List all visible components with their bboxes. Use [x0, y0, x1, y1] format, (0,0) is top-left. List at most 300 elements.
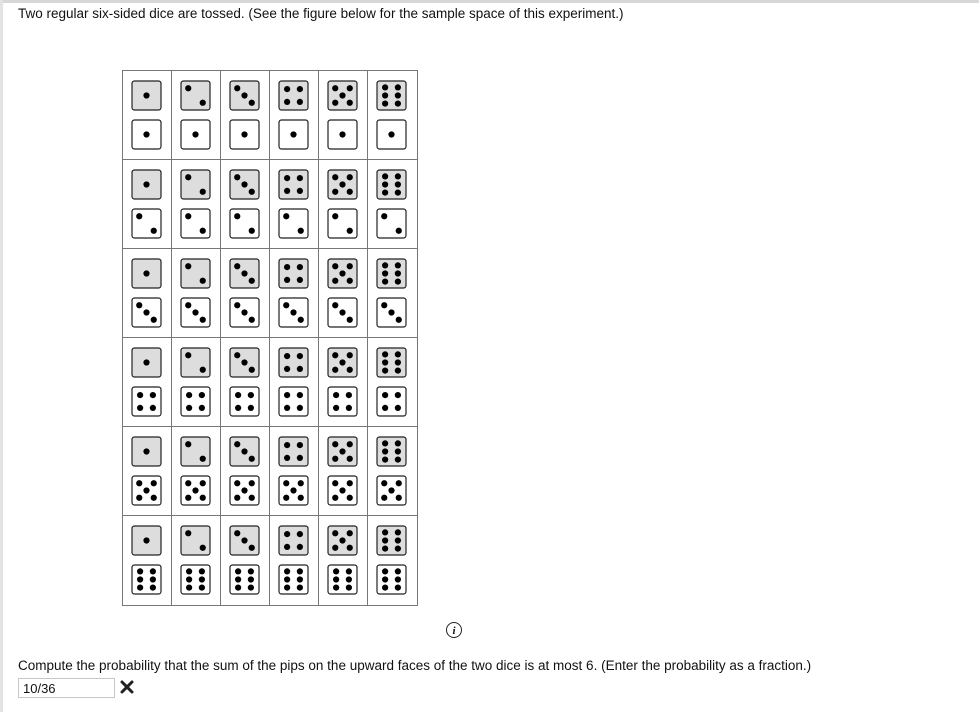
pip [249, 456, 255, 462]
pip [332, 213, 338, 219]
pip [382, 279, 388, 285]
pip [151, 495, 157, 501]
pip [234, 302, 240, 308]
pip [185, 495, 191, 501]
pip [339, 92, 345, 98]
pip [143, 131, 149, 137]
pip [332, 545, 338, 551]
pip [234, 85, 240, 91]
pip [143, 487, 149, 493]
outcome-cell [123, 249, 172, 338]
second-die-face [327, 564, 358, 595]
pip [395, 84, 401, 90]
pip [395, 585, 401, 591]
pip [136, 213, 142, 219]
pip [284, 99, 290, 105]
second-die-face [131, 119, 162, 150]
pip [388, 487, 394, 493]
pip [333, 576, 339, 582]
pip [136, 480, 142, 486]
first-die-face [229, 436, 260, 467]
pip [192, 131, 198, 137]
first-die-face [278, 80, 309, 111]
pip [298, 228, 304, 234]
pip [339, 537, 345, 543]
first-die-face [327, 80, 358, 111]
pip [382, 351, 388, 357]
pip [284, 277, 290, 283]
pip [347, 456, 353, 462]
pip [136, 302, 142, 308]
first-die-face [131, 436, 162, 467]
first-die-face [278, 525, 309, 556]
pip [241, 309, 247, 315]
pip [333, 392, 339, 398]
first-die-face [229, 347, 260, 378]
pip [297, 544, 303, 550]
second-die-face [180, 208, 211, 239]
pip [333, 405, 339, 411]
second-die-face [131, 208, 162, 239]
second-die-face [180, 386, 211, 417]
pip [186, 405, 192, 411]
first-die-face [376, 436, 407, 467]
pip [382, 181, 388, 187]
pip [395, 181, 401, 187]
pip [297, 264, 303, 270]
outcome-cell [368, 249, 417, 338]
pip [241, 537, 247, 543]
outcome-cell [319, 338, 368, 427]
pip [395, 101, 401, 107]
pip [235, 585, 241, 591]
second-die-face [229, 386, 260, 417]
pip [241, 448, 247, 454]
second-die-face [376, 475, 407, 506]
pip [346, 576, 352, 582]
second-die-face [278, 297, 309, 328]
pip [395, 576, 401, 582]
pip [347, 352, 353, 358]
outcome-cell [270, 427, 319, 516]
second-die-face [376, 564, 407, 595]
first-die-face [131, 525, 162, 556]
pip [382, 529, 388, 535]
pip [333, 568, 339, 574]
pip [298, 480, 304, 486]
pip [347, 317, 353, 323]
pip [395, 546, 401, 552]
pip [395, 529, 401, 535]
pip [185, 263, 191, 269]
pip [347, 441, 353, 447]
pip [235, 576, 241, 582]
pip [284, 568, 290, 574]
first-die-face [180, 169, 211, 200]
pip [382, 440, 388, 446]
pip [396, 495, 402, 501]
pip [284, 405, 290, 411]
first-die-face [376, 169, 407, 200]
pip [284, 455, 290, 461]
second-die-face [278, 386, 309, 417]
outcome-cell [270, 249, 319, 338]
pip [395, 92, 401, 98]
second-die-face [229, 297, 260, 328]
pip [234, 441, 240, 447]
pip [185, 530, 191, 536]
second-die-face [278, 208, 309, 239]
pip [396, 480, 402, 486]
pip [395, 173, 401, 179]
pip [249, 278, 255, 284]
pip [298, 317, 304, 323]
outcome-cell [123, 338, 172, 427]
pip [143, 181, 149, 187]
pip [382, 368, 388, 374]
pip [395, 457, 401, 463]
outcome-cell [172, 249, 221, 338]
outcome-cell [172, 338, 221, 427]
second-die-face [229, 475, 260, 506]
pip [346, 568, 352, 574]
pip [347, 480, 353, 486]
pip [200, 480, 206, 486]
pip [200, 100, 206, 106]
first-die-face [229, 258, 260, 289]
pip [395, 279, 401, 285]
outcome-cell [270, 160, 319, 249]
outcome-cell [368, 427, 417, 516]
pip [347, 367, 353, 373]
pip [284, 264, 290, 270]
pip [249, 228, 255, 234]
pip [382, 173, 388, 179]
outcome-cell [221, 427, 270, 516]
pip [290, 309, 296, 315]
outcome-cell [368, 516, 417, 605]
pip [395, 568, 401, 574]
second-die-face [180, 564, 211, 595]
pip [150, 392, 156, 398]
second-die-face [278, 564, 309, 595]
pip [249, 367, 255, 373]
pip [249, 480, 255, 486]
pip [297, 175, 303, 181]
pip [297, 568, 303, 574]
outcome-cell [172, 516, 221, 605]
pip [241, 131, 247, 137]
pip [249, 189, 255, 195]
pip [381, 495, 387, 501]
pip [332, 85, 338, 91]
pip [382, 190, 388, 196]
pip [297, 531, 303, 537]
pip [297, 442, 303, 448]
pip [382, 101, 388, 107]
pip [200, 495, 206, 501]
outcome-cell [221, 160, 270, 249]
pip [297, 353, 303, 359]
pip [186, 568, 192, 574]
pip [297, 86, 303, 92]
outcome-cell [172, 71, 221, 160]
pip [347, 278, 353, 284]
first-die-face [376, 258, 407, 289]
pip [249, 100, 255, 106]
pip [382, 537, 388, 543]
pip [185, 302, 191, 308]
pip [234, 530, 240, 536]
pip [332, 495, 338, 501]
pip [297, 576, 303, 582]
pip [381, 302, 387, 308]
first-die-face [180, 347, 211, 378]
pip [234, 480, 240, 486]
second-die-face [376, 386, 407, 417]
pip [137, 405, 143, 411]
second-die-face [229, 208, 260, 239]
pip [151, 228, 157, 234]
pip [234, 213, 240, 219]
pip [332, 367, 338, 373]
first-die-face [327, 436, 358, 467]
pip [235, 568, 241, 574]
pip [382, 448, 388, 454]
second-die-face [131, 386, 162, 417]
first-die-face [131, 347, 162, 378]
pip [200, 367, 206, 373]
pip [297, 99, 303, 105]
pip [332, 352, 338, 358]
pip [283, 495, 289, 501]
pip [284, 188, 290, 194]
pip [241, 270, 247, 276]
outcome-cell [123, 71, 172, 160]
second-die-face [376, 297, 407, 328]
pip [284, 544, 290, 550]
first-die-face [278, 347, 309, 378]
second-die-face [278, 475, 309, 506]
pip [284, 576, 290, 582]
pip [143, 270, 149, 276]
pip [382, 546, 388, 552]
pip [150, 568, 156, 574]
outcome-cell [172, 160, 221, 249]
pip [297, 366, 303, 372]
pip [137, 585, 143, 591]
pip [249, 545, 255, 551]
outcome-cell [319, 427, 368, 516]
pip [297, 405, 303, 411]
pip [382, 84, 388, 90]
pip [284, 353, 290, 359]
second-die-face [180, 475, 211, 506]
pip [382, 576, 388, 582]
pip [248, 405, 254, 411]
pip [185, 352, 191, 358]
pip [388, 309, 394, 315]
pip [346, 392, 352, 398]
pip [395, 190, 401, 196]
pip [382, 585, 388, 591]
pip [151, 480, 157, 486]
pip [200, 278, 206, 284]
first-die-face [131, 169, 162, 200]
pip [249, 495, 255, 501]
pip [332, 456, 338, 462]
outcome-cell [368, 160, 417, 249]
pip [185, 480, 191, 486]
second-die-face [131, 297, 162, 328]
pip [234, 352, 240, 358]
pip [347, 228, 353, 234]
outcome-cell [270, 71, 319, 160]
first-die-face [180, 80, 211, 111]
pip [382, 457, 388, 463]
pip [235, 405, 241, 411]
pip [185, 85, 191, 91]
pip [395, 368, 401, 374]
outcome-cell [270, 516, 319, 605]
pip [332, 441, 338, 447]
pip [186, 392, 192, 398]
pip [396, 317, 402, 323]
pip [347, 263, 353, 269]
pip [200, 228, 206, 234]
pip [200, 545, 206, 551]
pip [284, 442, 290, 448]
pip [137, 568, 143, 574]
first-die-face [376, 80, 407, 111]
pip [382, 262, 388, 268]
first-die-face [131, 80, 162, 111]
outcome-cell [123, 516, 172, 605]
sample-space-grid [122, 70, 418, 606]
pip [241, 487, 247, 493]
pip [200, 189, 206, 195]
pip [241, 181, 247, 187]
pip [347, 545, 353, 551]
pip [395, 359, 401, 365]
pip [248, 392, 254, 398]
pip [283, 213, 289, 219]
outcome-cell [319, 160, 368, 249]
pip [199, 585, 205, 591]
pip [347, 495, 353, 501]
left-border [0, 0, 3, 712]
second-die-face [376, 119, 407, 150]
pip [382, 568, 388, 574]
pip [395, 405, 401, 411]
first-die-face [180, 525, 211, 556]
pip [388, 131, 394, 137]
pip [382, 270, 388, 276]
pip [297, 188, 303, 194]
pip [382, 92, 388, 98]
pip [143, 359, 149, 365]
pip [143, 537, 149, 543]
pip [395, 262, 401, 268]
second-die-face [327, 297, 358, 328]
pip [381, 213, 387, 219]
pip [200, 456, 206, 462]
first-die-face [327, 169, 358, 200]
pip [339, 448, 345, 454]
pip [298, 495, 304, 501]
pip [283, 480, 289, 486]
first-die-face [180, 436, 211, 467]
first-die-face [278, 169, 309, 200]
pip [395, 440, 401, 446]
pip [284, 86, 290, 92]
pip [347, 85, 353, 91]
pip [136, 495, 142, 501]
pip [395, 448, 401, 454]
pip [192, 487, 198, 493]
pip [284, 366, 290, 372]
pip [186, 576, 192, 582]
pip [199, 568, 205, 574]
pip [284, 531, 290, 537]
outcome-cell [123, 160, 172, 249]
info-icon[interactable]: i [446, 622, 462, 638]
pip [235, 392, 241, 398]
first-die-face [180, 258, 211, 289]
pip [339, 359, 345, 365]
pip [143, 92, 149, 98]
pip [248, 585, 254, 591]
pip [395, 351, 401, 357]
pip [297, 392, 303, 398]
second-die-face [278, 119, 309, 150]
pip [332, 174, 338, 180]
pip [332, 278, 338, 284]
pip [382, 392, 388, 398]
pip [150, 576, 156, 582]
pip [150, 405, 156, 411]
pip [284, 392, 290, 398]
pip [185, 174, 191, 180]
pip [382, 359, 388, 365]
top-border [0, 0, 979, 3]
pip [339, 270, 345, 276]
first-die-face [376, 347, 407, 378]
pip [234, 263, 240, 269]
pip [381, 480, 387, 486]
pip [241, 359, 247, 365]
incorrect-x-icon [120, 680, 134, 694]
pip [284, 175, 290, 181]
pip [185, 441, 191, 447]
pip [395, 537, 401, 543]
pip [297, 277, 303, 283]
pip [248, 568, 254, 574]
outcome-cell [221, 338, 270, 427]
first-die-face [131, 258, 162, 289]
outcome-cell [123, 427, 172, 516]
pip [143, 309, 149, 315]
second-die-face [131, 564, 162, 595]
pip [137, 576, 143, 582]
second-die-face [180, 119, 211, 150]
answer-input[interactable] [18, 678, 115, 698]
pip [143, 448, 149, 454]
pip [199, 405, 205, 411]
pip [339, 487, 345, 493]
pip [186, 585, 192, 591]
pip [339, 181, 345, 187]
